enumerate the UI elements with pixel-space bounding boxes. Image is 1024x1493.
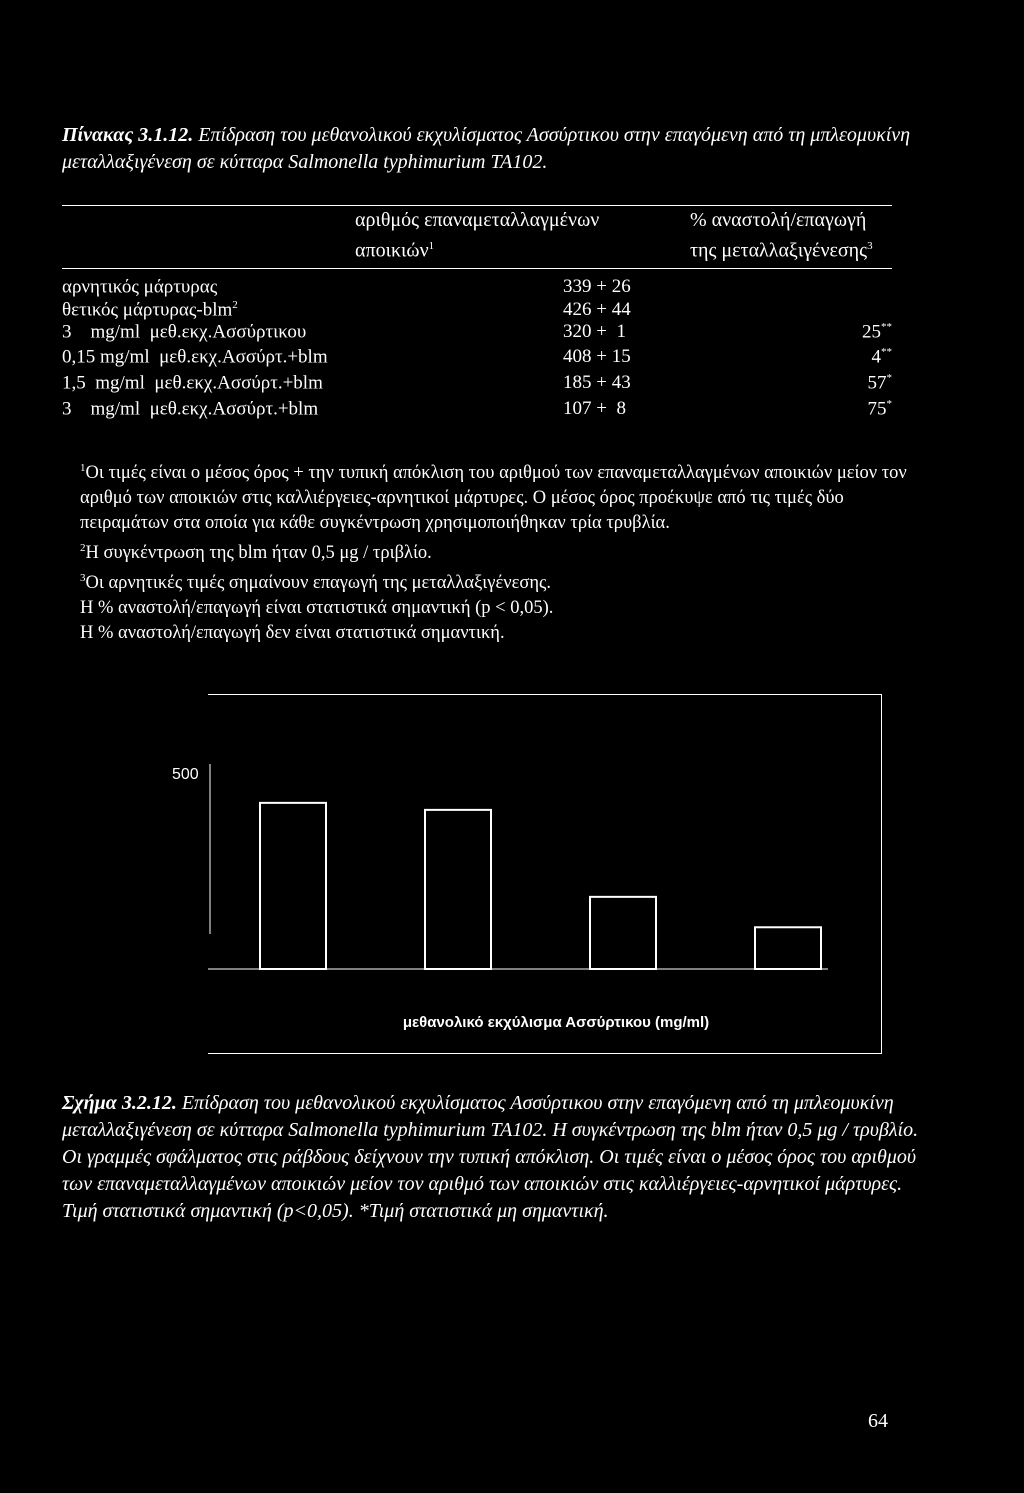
footnote: $^1$Οι τιμές είναι ο μέσος όρος + την τυπική απόκλιση του αριθμού των επαναμεταλλαγμένων αποικιών μείον τον αριθμό των αποικιών στις καλλιέργειες-αρνητικοί μάρτυρες. Ο μέσος όρος προέκυψε από τις τιμές δύο πειραμάτων στα οποία για κάθε συγκέντρωση χρησιμοποιήθηκαν τρία τρυβλία.	[80, 462, 907, 534]
row-value: 320 + 1	[563, 321, 626, 342]
header-colonies-line1: αριθμός επαναμεταλλαγμένων	[355, 209, 600, 231]
row-percent: 25**	[862, 321, 892, 343]
row-label: αρνητικός μάρτυρας	[62, 276, 218, 298]
chart-bar	[260, 803, 326, 969]
chart-bar	[425, 810, 491, 969]
row-label: 3 mg/ml μεθ.εκχ.Ασσύρτικου	[62, 321, 307, 343]
row-label: θετικός μάρτυρας-blm$^2$	[62, 299, 238, 321]
table-caption-text: Επίδραση του μεθανολικού εκχυλίσματος Ασσύρτικου στην επαγόμενη από τη μπλεομυκίνη μεταλλαξιγένεση σε κύτταρα Salmonella typhimurium TA102.	[62, 124, 911, 173]
table-row	[62, 321, 892, 347]
figure-caption-label: Σχήμα 3.2.12.	[62, 1092, 177, 1114]
row-value: 339 + 26	[563, 276, 631, 297]
row-value: 185 + 43	[563, 372, 631, 393]
chart-y-tick-label: 500	[172, 766, 199, 783]
table-row	[62, 398, 892, 424]
footnote: $^3$Οι αρνητικές τιμές σημαίνουν επαγωγή της μεταλλαξιγένεσης.	[80, 572, 551, 594]
table-caption-label: Πίνακας 3.1.12.	[62, 124, 194, 146]
footnote: $^2$Η συγκέντρωση της blm ήταν 0,5 μg / τριβλίο.	[80, 542, 432, 564]
row-label: 0,15 mg/ml μεθ.εκχ.Ασσύρτ.+blm	[62, 346, 328, 368]
figure-caption-text: Επίδραση του μεθανολικού εκχυλίσματος Ασσύρτικου στην επαγόμενη από τη μπλεομυκίνη μεταλλαξιγένεση σε κύτταρα Salmonella typhimurium TA102. Η συγκέντρωση της blm ήταν 0,5 μg / τρυβλίο. Οι γραμμές σφάλματος στις ράβδους δείχνουν την τυπική απόκλιση. Οι τιμές είναι ο μέσος όρος του αριθμού των επαναμεταλλαγμένων αποικιών μείον τον αριθμό των αποικιών στις καλλιέργειες-αρνητικοί μάρτυρες. Τιμή στατιστικά σημαντική (p<0,05). *Τιμή στατιστικά μη σημαντική.	[62, 1092, 919, 1222]
table-header-percent	[690, 207, 930, 264]
row-label: 3 mg/ml μεθ.εκχ.Ασσύρτ.+blm	[62, 398, 319, 420]
chart-bar	[590, 897, 656, 969]
row-percent: 57*	[867, 372, 892, 394]
row-label: 1,5 mg/ml μεθ.εκχ.Ασσύρτ.+blm	[62, 372, 323, 394]
page-number: 64	[868, 1410, 888, 1432]
row-value: 408 + 15	[563, 346, 631, 367]
header-percent-line2: της μεταλλαξιγένεσης$^3$	[690, 239, 873, 262]
bar-chart-svg	[208, 694, 882, 1054]
chart-x-axis-label: μεθανολικό εκχύλισμα Ασσύρτικου (mg/ml)	[402, 1014, 710, 1031]
row-value: 107 + 8	[563, 398, 626, 419]
table-caption	[62, 122, 942, 176]
table-footnotes	[80, 456, 920, 646]
row-percent: 4**	[871, 346, 892, 368]
bar-chart	[208, 694, 882, 1054]
table-row	[62, 372, 892, 398]
chart-bar	[755, 927, 821, 969]
table-header-rule	[62, 268, 892, 269]
header-colonies-line2: αποικιών$^1$	[355, 239, 435, 262]
table-header-colonies	[355, 207, 655, 264]
footnote: Η % αναστολή/επαγωγή είναι στατιστικά σημαντική (p < 0,05).	[80, 598, 554, 619]
row-value: 426 + 44	[563, 299, 631, 320]
row-percent: 75*	[867, 398, 892, 420]
figure-caption	[62, 1090, 942, 1225]
table-top-rule	[62, 205, 892, 206]
footnote: Η % αναστολή/επαγωγή δεν είναι στατιστικά σημαντική.	[80, 623, 505, 644]
header-percent-line1: % αναστολή/επαγωγή	[690, 209, 867, 231]
table-row	[62, 346, 892, 372]
